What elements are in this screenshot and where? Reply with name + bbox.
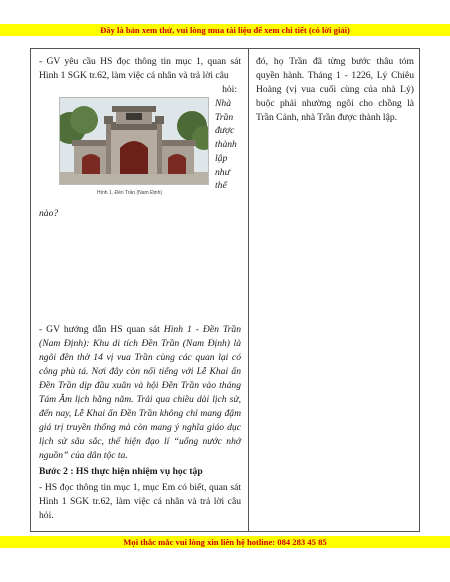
left-column xyxy=(39,55,241,221)
lesson-table xyxy=(30,48,420,532)
q-word-6: như xyxy=(215,166,230,178)
temple-illustration xyxy=(60,98,208,184)
q-word-4: thành xyxy=(215,139,237,151)
hotline-banner xyxy=(0,536,450,548)
step2-heading: Bước 2 : HS thực hiện nhiệm vụ học tập xyxy=(39,466,203,477)
q-word-7: thế xyxy=(215,180,227,192)
question-tail: nào? xyxy=(39,208,59,219)
q-word-3: được xyxy=(215,125,235,137)
guide-italic: Hình 1 - Đền Trần (Nam Định): Khu di tích Đền Trần (Nam Định) là ngôi đền thờ 14 vị vua Trần cùng các quan lại có công phù tá. Nơi đây còn nổi tiếng với Lễ Khai ấn Đền Trần dịp đầu xuân và hội Đền Trần vào tháng Tám Âm lịch hằng năm. Trải qua chiều dài lịch sử, đến nay, Lễ Khai ấn Đền Trần không chỉ mang đậm giá trị truyền thống mà còn mang ý nghĩa giáo dục lịch sử sâu sắc, thể hiện đạo lí “uống nước nhớ nguồn” của dân tộc ta. xyxy=(39,324,241,461)
temple-photo xyxy=(59,97,209,185)
guide-paragraph xyxy=(39,323,241,463)
column-divider xyxy=(248,49,249,531)
q-word-2: Trần xyxy=(215,111,234,123)
figure-row xyxy=(39,97,241,207)
question-hoi: hỏi: xyxy=(222,84,237,95)
preview-banner xyxy=(0,24,450,36)
step2-text: - HS đọc thông tin mục 1, mục Em có biết, quan sát Hình 1 SGK tr.62, làm việc cá nhân và trả lời câu hỏi. xyxy=(39,482,241,521)
q-word-5: lập xyxy=(215,152,228,164)
hotline-banner-text: Mọi thắc mắc vui lòng xin liên hệ hotline: 084 283 45 85 xyxy=(123,537,327,547)
question-floated xyxy=(215,97,245,193)
left-column-lower xyxy=(39,323,241,523)
preview-banner-text: Đây là bản xem thử, vui lòng mua tài liệu để xem chi tiết (có lời giải) xyxy=(100,25,350,35)
right-text: đó, họ Trần đã từng bước thâu tóm quyền hành. Tháng 1 - 1226, Lý Chiêu Hoàng (vị vua cuối cùng của nhà Lý) buộc phải nhường ngôi cho chồng là Trần Cảnh, nhà Trần được thành lập. xyxy=(256,56,414,123)
guide-prefix: - GV hướng dẫn HS quan sát xyxy=(39,324,164,335)
q-word-1: Nhà xyxy=(215,98,231,109)
figure-caption: Hình 1. Đền Trần (Nam Định) xyxy=(97,190,163,196)
intro-text: - GV yêu cầu HS đọc thông tin mục 1, quan sát Hình 1 SGK tr.62, làm việc cá nhân và trả lời câu xyxy=(39,56,241,81)
right-column xyxy=(256,55,414,125)
